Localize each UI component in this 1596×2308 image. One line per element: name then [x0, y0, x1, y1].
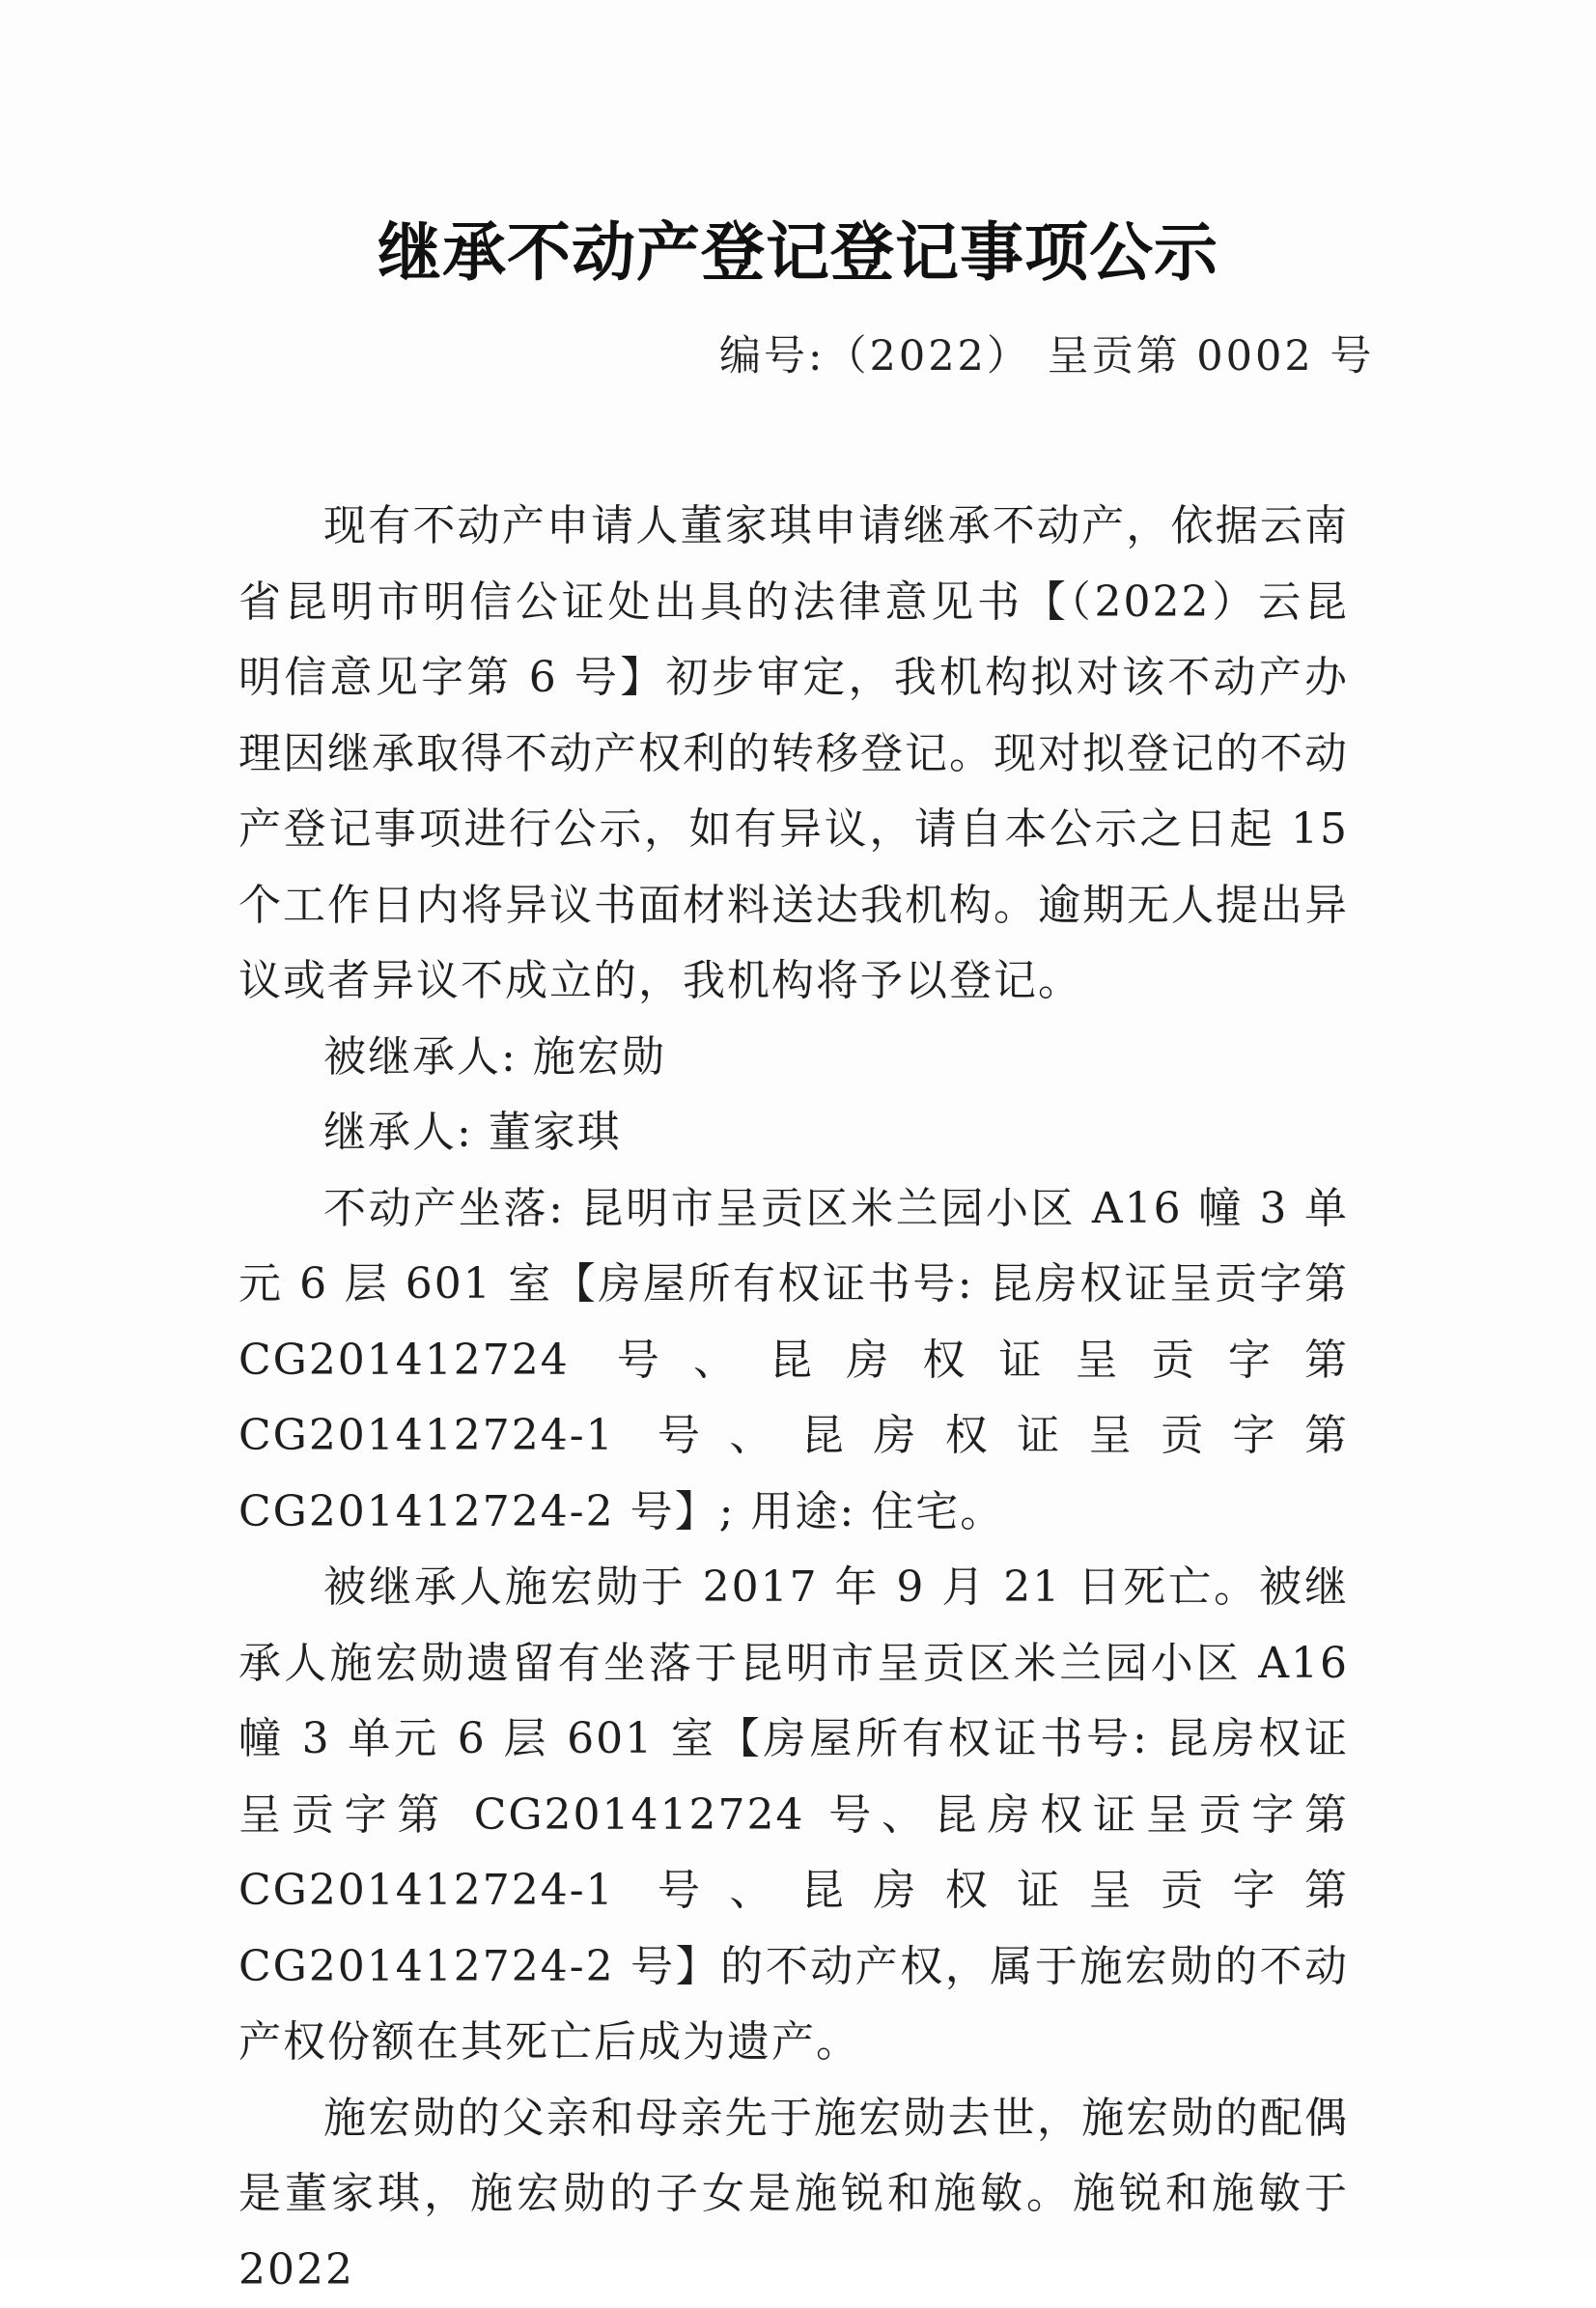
paragraph-notice: 现有不动产申请人董家琪申请继承不动产，依据云南省昆明市明信公证处出具的法律意见书【（2022）云昆明信意见字第 6 号】初步审定，我机构拟对该不动产办理因继承取得不动产权利的转移登记。现对拟登记的不动产登记事项进行公示，如有异议，请自本公示之日起 15 个工作日内将异议书面材料送达我机构。逾期无人提出异议或者异议不成立的，我机构将予以登记。	[238, 489, 1349, 1020]
paragraph-property-location: 不动产坐落: 昆明市呈贡区米兰园小区 A16 幢 3 单元 6 层 601 室【房屋所有权证书号: 昆房权证呈贡字第 CG201412724 号、昆房权证呈贡字第 CG201412724-1 号、昆房权证呈贡字第 CG201412724-2 号】; 用途: 住宅。	[238, 1171, 1349, 1551]
paragraph-heir: 继承人: 董家琪	[238, 1095, 1349, 1171]
document-title: 继承不动产登记登记事项公示	[0, 201, 1596, 293]
paragraph-death-details: 被继承人施宏勋于 2017 年 9 月 21 日死亡。被继承人施宏勋遗留有坐落于昆明市呈贡区米兰园小区 A16 幢 3 单元 6 层 601 室【房屋所有权证书号: 昆房权证呈贡字第 CG201412724 号、昆房权证呈贡字第 CG201412724-1 号、昆房权证呈贡字第 CG201412724-2 号】的不动产权，属于施宏勋的不动产权份额在其死亡后成为遗产。	[238, 1550, 1349, 2081]
document-number: 编号:（2022） 呈贡第 0002 号	[719, 324, 1374, 382]
paragraph-family-relations: 施宏勋的父亲和母亲先于施宏勋去世，施宏勋的配偶是董家琪，施宏勋的子女是施锐和施敏。施锐和施敏于 2022	[238, 2081, 1349, 2308]
paragraph-decedent: 被继承人: 施宏勋	[238, 1020, 1349, 1096]
document-body	[238, 489, 1349, 2308]
